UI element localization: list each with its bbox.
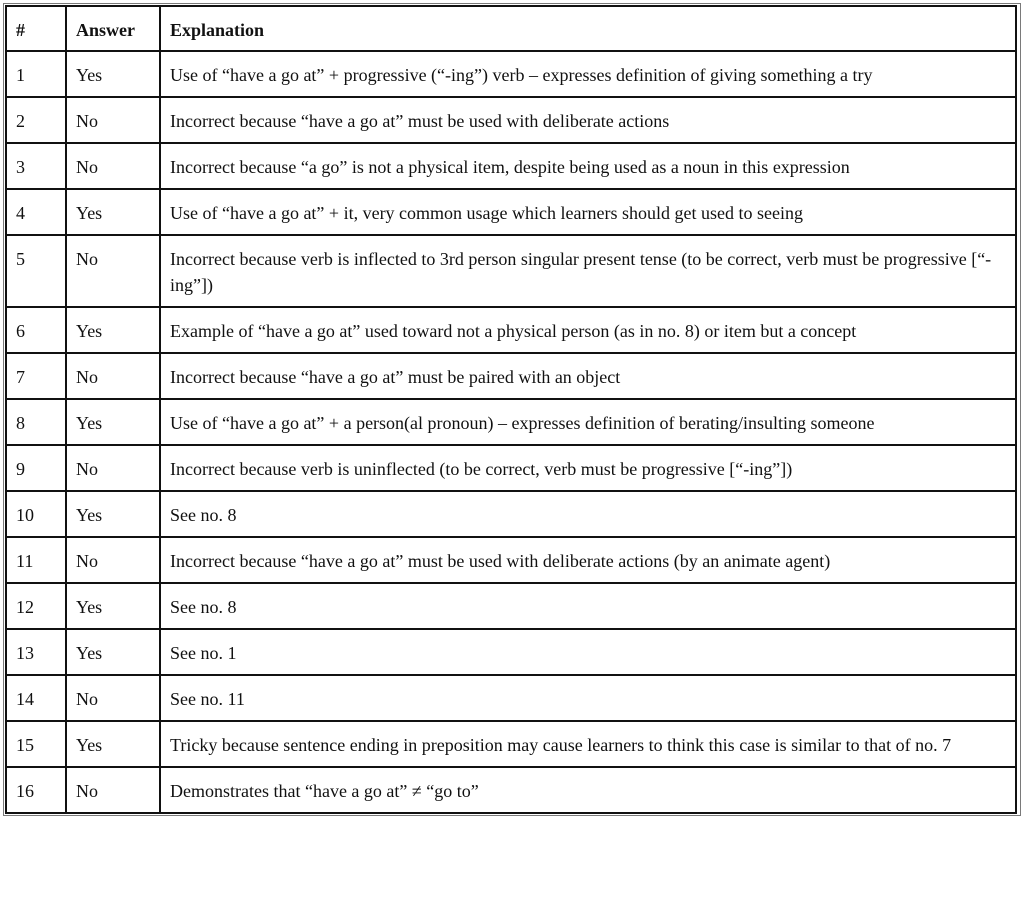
row-answer: No <box>66 445 160 491</box>
row-explanation: Incorrect because “have a go at” must be used with deliberate actions <box>160 97 1016 143</box>
answer-key-table <box>5 5 1017 814</box>
table-row <box>6 307 1016 353</box>
row-number: 6 <box>6 307 66 353</box>
row-number: 12 <box>6 583 66 629</box>
table-row <box>6 353 1016 399</box>
row-answer: Yes <box>66 307 160 353</box>
row-answer: Yes <box>66 583 160 629</box>
table-row <box>6 143 1016 189</box>
table-row <box>6 399 1016 445</box>
row-explanation: Use of “have a go at” + it, very common usage which learners should get used to seeing <box>160 189 1016 235</box>
header-explanation: Explanation <box>160 6 1016 51</box>
row-explanation: Demonstrates that “have a go at” ≠ “go to” <box>160 767 1016 813</box>
table-row <box>6 583 1016 629</box>
row-answer: No <box>66 537 160 583</box>
row-answer: No <box>66 767 160 813</box>
row-number: 1 <box>6 51 66 97</box>
row-answer: Yes <box>66 629 160 675</box>
table-row <box>6 235 1016 307</box>
row-answer: No <box>66 97 160 143</box>
row-number: 2 <box>6 97 66 143</box>
row-explanation: See no. 8 <box>160 491 1016 537</box>
table-row <box>6 189 1016 235</box>
table-row <box>6 767 1016 813</box>
row-answer: Yes <box>66 491 160 537</box>
row-number: 7 <box>6 353 66 399</box>
row-number: 11 <box>6 537 66 583</box>
row-explanation: Example of “have a go at” used toward not a physical person (as in no. 8) or item but a concept <box>160 307 1016 353</box>
row-explanation: Incorrect because “have a go at” must be used with deliberate actions (by an animate agent) <box>160 537 1016 583</box>
row-explanation: See no. 8 <box>160 583 1016 629</box>
table-row <box>6 537 1016 583</box>
row-answer: No <box>66 235 160 307</box>
table-row <box>6 721 1016 767</box>
table-row <box>6 629 1016 675</box>
row-answer: Yes <box>66 189 160 235</box>
row-explanation: See no. 11 <box>160 675 1016 721</box>
row-explanation: Incorrect because verb is uninflected (to be correct, verb must be progressive [“-ing”]) <box>160 445 1016 491</box>
table-row <box>6 51 1016 97</box>
row-number: 3 <box>6 143 66 189</box>
row-number: 9 <box>6 445 66 491</box>
row-number: 14 <box>6 675 66 721</box>
row-number: 10 <box>6 491 66 537</box>
row-explanation: Incorrect because “have a go at” must be paired with an object <box>160 353 1016 399</box>
row-answer: No <box>66 675 160 721</box>
table-row <box>6 675 1016 721</box>
row-answer: Yes <box>66 721 160 767</box>
row-explanation: See no. 1 <box>160 629 1016 675</box>
row-answer: No <box>66 143 160 189</box>
table-row <box>6 491 1016 537</box>
table-header-row <box>6 6 1016 51</box>
header-answer: Answer <box>66 6 160 51</box>
row-number: 5 <box>6 235 66 307</box>
row-explanation: Incorrect because “a go” is not a physical item, despite being used as a noun in this expression <box>160 143 1016 189</box>
row-explanation: Use of “have a go at” + a person(al pronoun) – expresses definition of berating/insulting someone <box>160 399 1016 445</box>
row-explanation: Use of “have a go at” + progressive (“-ing”) verb – expresses definition of giving something a try <box>160 51 1016 97</box>
answer-key-table-frame <box>3 3 1021 816</box>
table-row <box>6 445 1016 491</box>
row-explanation: Tricky because sentence ending in preposition may cause learners to think this case is similar to that of no. 7 <box>160 721 1016 767</box>
row-answer: Yes <box>66 399 160 445</box>
row-answer: Yes <box>66 51 160 97</box>
row-number: 4 <box>6 189 66 235</box>
header-number: # <box>6 6 66 51</box>
row-number: 8 <box>6 399 66 445</box>
row-number: 13 <box>6 629 66 675</box>
row-answer: No <box>66 353 160 399</box>
row-number: 15 <box>6 721 66 767</box>
table-row <box>6 97 1016 143</box>
row-explanation: Incorrect because verb is inflected to 3rd person singular present tense (to be correct, verb must be progressive [“-ing”]) <box>160 235 1016 307</box>
row-number: 16 <box>6 767 66 813</box>
